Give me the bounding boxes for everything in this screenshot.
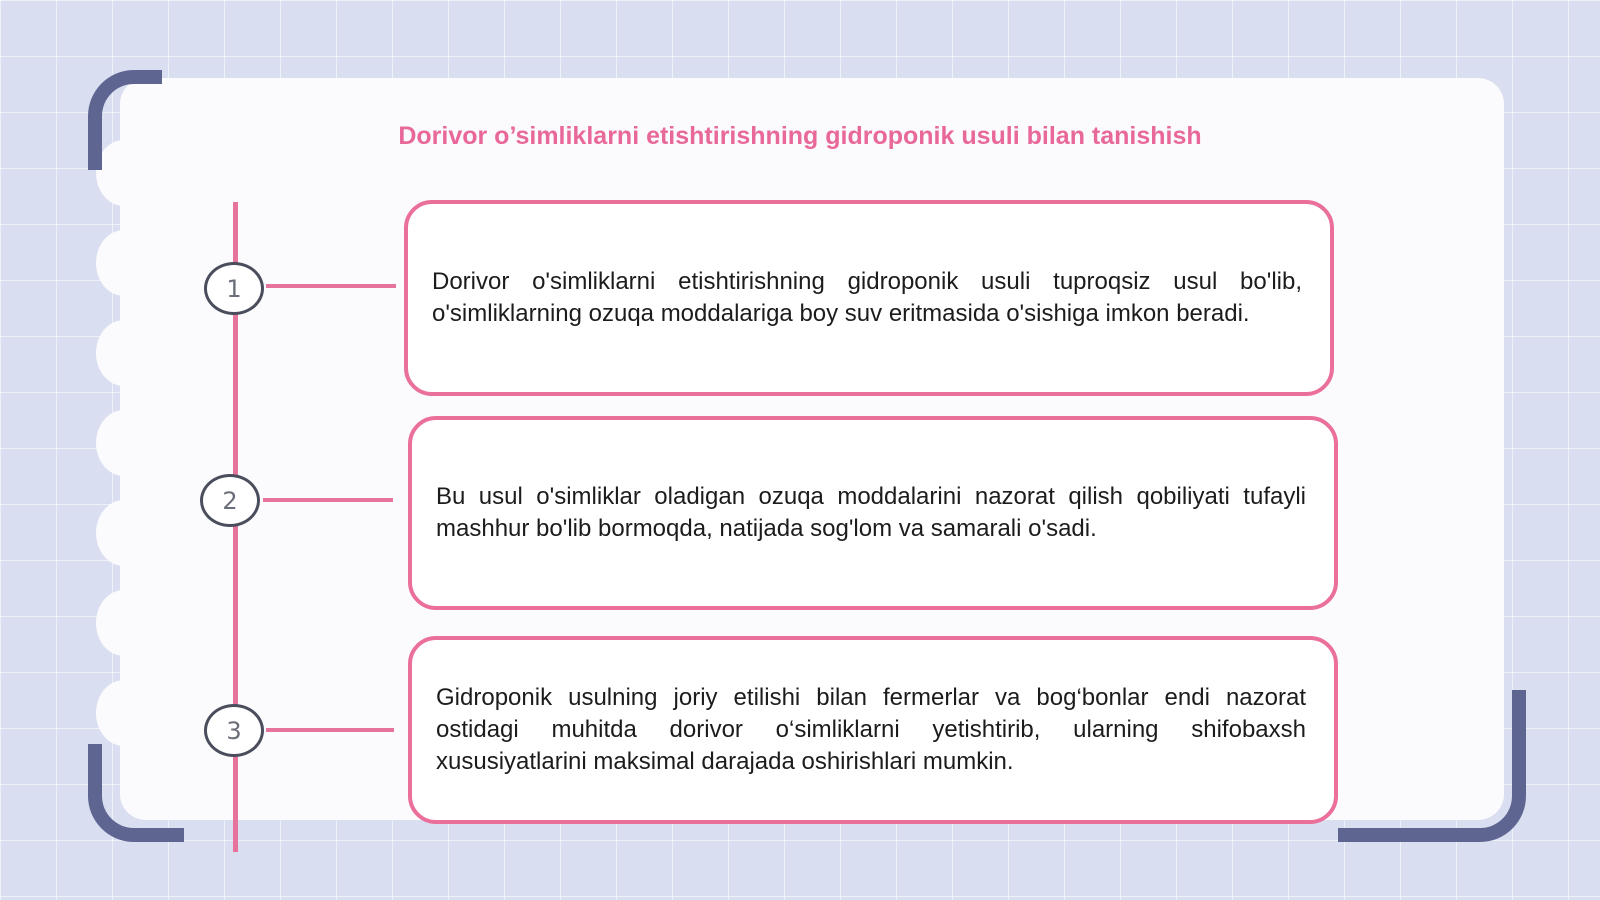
- slide-title: Dorivor o’simliklarni etishtirishning gidroponik usuli bilan tanishish: [398, 122, 1202, 150]
- step-3-card: [408, 636, 1338, 824]
- step-2-card: [408, 416, 1338, 610]
- torn-edge-scallop: [96, 410, 152, 476]
- frame-corner-bottom-left: [88, 744, 184, 842]
- frame-corner-top-left: [88, 70, 162, 170]
- torn-edge-scallop: [96, 680, 152, 746]
- step-2-text: Bu usul o'simliklar oladigan ozuqa moddalarini nazorat qilish qobiliyati tufayli mashhur bo'lib bormoqda, natijada sog'lom va samarali o'sadi.: [436, 483, 1306, 542]
- step-3-connector: [266, 728, 394, 732]
- torn-edge-scallop: [96, 230, 152, 296]
- torn-edge: [96, 140, 156, 780]
- step-2-circle: 2: [200, 474, 260, 527]
- step-1-text: Dorivor o'simliklarni etishtirishning gidroponik usuli tuproqsiz usul bo'lib, o'simliklarning ozuqa moddalariga boy suv eritmasida o'sishiga imkon beradi.: [432, 268, 1302, 327]
- frame-corner-bottom-right: [1338, 690, 1526, 842]
- torn-edge-scallop: [96, 320, 152, 386]
- step-1-connector: [266, 284, 396, 288]
- torn-edge-scallop: [96, 590, 152, 656]
- step-1-circle: 1: [204, 262, 264, 315]
- torn-edge-scallop: [96, 500, 152, 566]
- step-3-circle: 3: [204, 704, 264, 757]
- step-1-card: [404, 200, 1334, 396]
- step-2-connector: [263, 498, 393, 502]
- step-3-text: Gidroponik usulning joriy etilishi bilan fermerlar va bog‘bonlar endi nazorat ostidagi muhitda dorivor o‘simliklarni yetishtirib, ularning shifobaxsh xususiyatlarini maksimal darajada oshirishlari mumkin.: [436, 684, 1306, 775]
